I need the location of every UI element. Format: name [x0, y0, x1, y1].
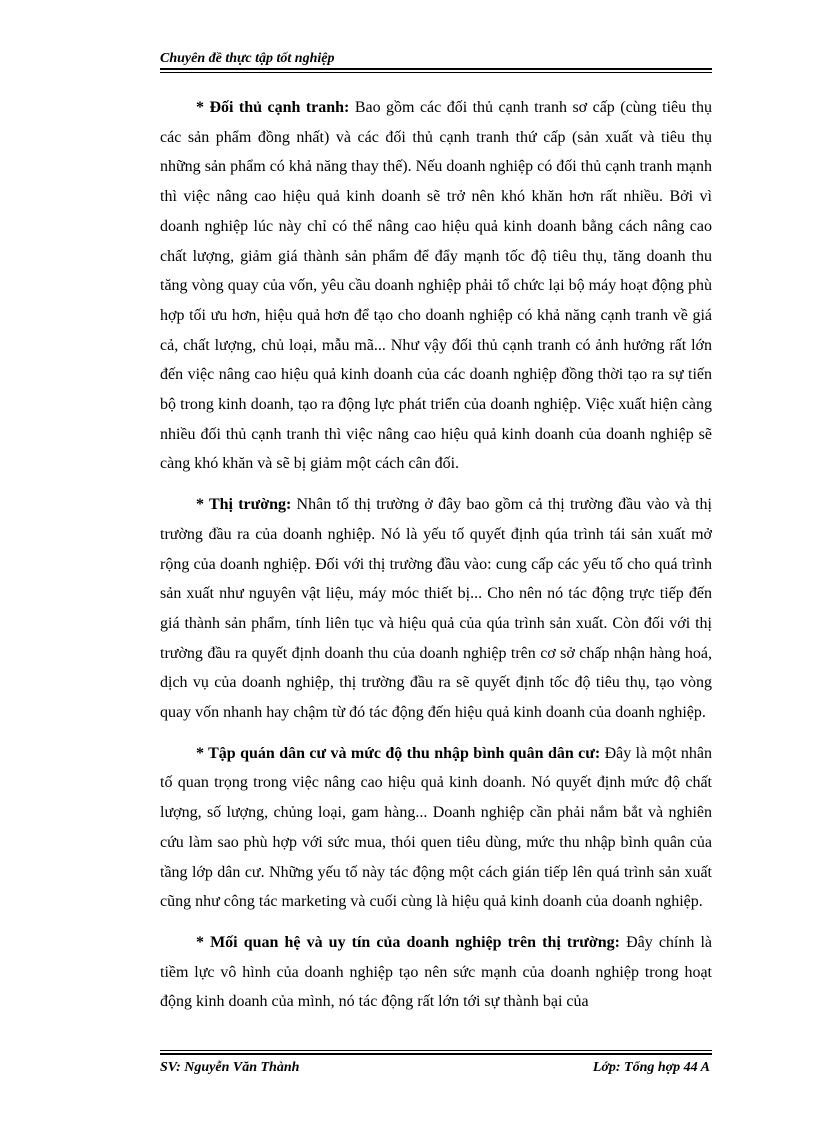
- document-body: [160, 93, 712, 1028]
- footer-divider: [160, 1050, 712, 1055]
- paragraph-heading: * Thị trường:: [196, 496, 292, 514]
- page-header: [160, 50, 712, 68]
- page-footer: [160, 1058, 712, 1078]
- paragraph-customs-income: [160, 739, 712, 917]
- paragraph-text: Nhân tố thị trường ở đây bao gồm cả thị trường đầu vào và thị trường đầu ra của doanh nghiệp. Nó là yếu tố quyết định qúa trình tái sản xuất mở rộng của doanh nghiệp. Đối với thị trường đầu vào: cung cấp các yếu tố cho quá trình sản xuất như nguyên vật liệu, máy móc thiết bị... Cho nên nó tác động trực tiếp đến giá thành sản phẩm, tính liên tục và hiệu quả của qúa trình sản xuất. Còn đối với thị trường đầu ra quyết định doanh thu của doanh nghiệp trên cơ sở chấp nhận hàng hoá, dịch vụ của doanh nghiệp, thị trường đầu ra sẽ quyết định tốc độ tiêu thụ, tạo vòng quay vốn nhanh hay chậm từ đó tác động đến hiệu quả kinh doanh của doanh nghiệp.: [160, 496, 713, 722]
- footer-class: Lớp: Tổng hợp 44 A: [592, 1060, 710, 1075]
- header-title: Chuyên đề thực tập tốt nghiệp: [160, 51, 335, 66]
- paragraph-heading: * Tập quán dân cư và mức độ thu nhập bình quân dân cư:: [196, 744, 601, 762]
- paragraph-text: Đây là một nhân tố quan trọng trong việc nâng cao hiệu quả kinh doanh. Nó quyết định mức độ chất lượng, số lượng, chủng loại, gam hàng... Doanh nghiệp cần phải nắm bắt và nghiên cứu làm sao phù hợp với sức mua, thói quen tiêu dùng, mức thu nhập bình quân của tầng lớp dân cư. Những yếu tố này tác động một cách gián tiếp lên quá trình sản xuất cũng như công tác marketing và cuối cùng là hiệu quả kinh doanh của doanh nghiệp.: [160, 744, 712, 911]
- header-divider: [160, 68, 712, 73]
- paragraph-heading: * Mối quan hệ và uy tín của doanh nghiệp trên thị trường:: [196, 933, 620, 951]
- paragraph-market: [160, 490, 712, 728]
- paragraph-reputation: [160, 928, 712, 1017]
- footer-student: SV: Nguyễn Văn Thành: [160, 1060, 300, 1075]
- paragraph-text: Đây chính là tiềm lực vô hình của doanh nghiệp tạo nên sức mạnh của doanh nghiệp trong hoạt động kinh doanh của mình, nó tác động rất lớn tới sự thành bại của: [160, 933, 713, 1011]
- paragraph-competitors: [160, 93, 712, 479]
- paragraph-heading: * Đối thủ cạnh tranh:: [196, 99, 350, 116]
- paragraph-text: Bao gồm các đối thủ cạnh tranh sơ cấp (cùng tiêu thụ các sản phẩm đồng nhất) và các đối thủ cạnh tranh thứ cấp (sản xuất và tiêu thụ những sản phẩm có khả năng thay thế). Nếu doanh nghiệp có đối thủ cạnh tranh mạnh thì việc nâng cao hiệu quả kinh doanh sẽ trở nên khó khăn hơn rất nhiều. Bởi vì doanh nghiệp lúc này chỉ có thể nâng cao hiệu quả kinh doanh bằng cách nâng cao chất lượng, giảm giá thành sản phẩm để đẩy mạnh tốc độ tiêu thụ, tăng doanh thu tăng vòng quay của vốn, yêu cầu doanh nghiệp phải tổ chức lại bộ máy hoạt động phù hợp tối ưu hơn, hiệu quả hơn để tạo cho doanh nghiệp có khả năng cạnh tranh về giá cả, chất lượng, chủ loại, mẫu mã... Như vậy đối thủ cạnh tranh có ảnh hưởng rất lớn đến việc nâng cao hiệu quả kinh doanh của các doanh nghiệp đồng thời tạo ra sự tiến bộ trong kinh doanh, tạo ra động lực phát triển của doanh nghiệp. Việc xuất hiện càng nhiều đối thủ cạnh tranh thì việc nâng cao hiệu quả kinh doanh của doanh nghiệp sẽ càng khó khăn và sẽ bị giảm một cách cân đối.: [160, 99, 713, 473]
